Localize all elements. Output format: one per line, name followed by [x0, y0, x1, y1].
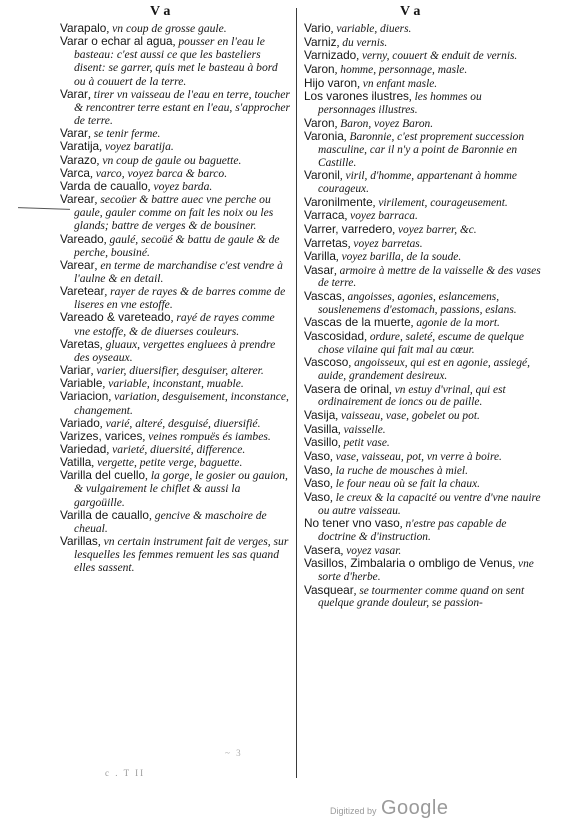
- left-running-head: V a: [150, 4, 171, 19]
- entry-definition: , secoüer & battre auec vne perche ou gaule, gauler comme on fait les noix ou les glands; battre de verges & de bousiner.: [74, 193, 274, 233]
- entry-definition: , vn coup de grosse gaule.: [106, 22, 227, 35]
- entry-definition: , variable, diuers.: [330, 23, 412, 35]
- entry-headword: Vatilla: [60, 455, 92, 470]
- entry-definition: , vn certain instrument fait de verges, sur lesquelles les femmes remuent les sas quand elles sassent.: [74, 535, 289, 575]
- right-column: [304, 22, 542, 610]
- entry-definition: , voyez barretas.: [347, 237, 423, 250]
- entry-definition: , virilement, courageusement.: [372, 196, 508, 209]
- entry-definition: , vase, vaisseau, pot, vn verre à boire.: [330, 451, 502, 463]
- digitized-watermark: [330, 797, 448, 820]
- entry-headword: Varear: [60, 257, 95, 272]
- entry-headword: Vasera: [304, 542, 341, 557]
- dictionary-entry: [304, 557, 542, 583]
- entry-definition: , la gorge, le gosier ou gauion, & vulgairement le chiflet & aussi la gargoüille.: [74, 469, 288, 509]
- entry-definition: , se tenir ferme.: [87, 127, 161, 141]
- entry-definition: , en terme de marchandise c'est vendre à l'aulne & en detail.: [74, 258, 283, 285]
- entry-headword: Varonil: [304, 168, 340, 183]
- entry-definition: , la ruche de mousches à miel.: [330, 464, 468, 477]
- dictionary-entry: [304, 209, 542, 223]
- dictionary-entry: [60, 35, 292, 88]
- entry-definition: , rayer de rayes & de barres comme de liseres en vne estoffe.: [74, 285, 286, 312]
- dictionary-entry: [60, 509, 292, 535]
- margin-note-2: ~ 3: [225, 748, 243, 758]
- entry-headword: Varizes, varices: [60, 428, 143, 443]
- entry-definition: , le four neau où se fait la chaux.: [330, 478, 480, 491]
- dictionary-entry: [60, 233, 292, 259]
- dictionary-entry: [304, 169, 542, 195]
- entry-headword: Vaso: [304, 462, 331, 477]
- dictionary-entry: [304, 264, 542, 290]
- entry-headword: Vasija: [304, 408, 336, 423]
- dictionary-entry: [60, 338, 292, 364]
- entry-headword: Vasillos, Zimbalaria o ombligo de Venus: [304, 556, 513, 571]
- entry-headword: Varca: [60, 165, 90, 180]
- margin-note: c . T II: [105, 768, 146, 778]
- entry-headword: Varazo: [60, 152, 97, 167]
- entry-headword: Varraca: [304, 208, 345, 223]
- entry-definition: , voyez vasar.: [340, 544, 402, 557]
- dictionary-entry: [304, 464, 542, 478]
- entry-headword: Hijo varon: [304, 75, 358, 90]
- entry-definition: , varco, voyez barca & barco.: [89, 166, 228, 180]
- entry-headword: Vasera de orinal: [304, 381, 390, 396]
- entry-definition: , angoisseux, qui est en agonie, assiegé, auide, grandement desireux.: [318, 357, 530, 383]
- entry-headword: Varapalo: [60, 21, 107, 35]
- entry-headword: Variable: [60, 376, 103, 391]
- entry-definition: , varieté, diuersité, difference.: [106, 443, 246, 456]
- entry-headword: Varniz: [304, 34, 337, 49]
- entry-definition: , vn estuy d'vrinal, qui est ordinairement de ioncs ou de paille.: [318, 383, 506, 409]
- entry-headword: Vareado: [60, 231, 104, 246]
- dictionary-entry: [304, 237, 542, 251]
- dictionary-entry: [304, 517, 542, 543]
- entry-headword: Varrer, varredero: [304, 221, 393, 236]
- left-column: [60, 22, 292, 575]
- entry-headword: Varar o echar al agua: [60, 34, 173, 49]
- dictionary-entry: [60, 535, 292, 574]
- entry-definition: , voyez baratija.: [99, 140, 174, 154]
- entry-definition: , n'estre pas capable de doctrine & d'instruction.: [318, 518, 507, 543]
- entry-headword: Varillas: [60, 534, 98, 549]
- dictionary-entry: [304, 383, 542, 409]
- dictionary-entry: [60, 390, 292, 416]
- entry-definition: , Baronnie, c'est proprement succession masculine, car il n'y a point de Baronnie en Castille.: [318, 131, 525, 169]
- entry-headword: Varon: [304, 115, 335, 130]
- entry-definition: , vaisseau, vase, gobelet ou pot.: [335, 410, 480, 423]
- dictionary-entry: [304, 356, 542, 382]
- dictionary-entry: [304, 63, 542, 77]
- entry-headword: Vascas de la muerte: [304, 315, 411, 330]
- dictionary-entry: [304, 290, 542, 316]
- entry-definition: , le creux & la capacité ou ventre d'vne nauire ou autre vaisseau.: [318, 491, 541, 517]
- dictionary-entry: [304, 130, 542, 169]
- dictionary-entry: [304, 330, 542, 356]
- entry-headword: Vaso: [304, 476, 331, 491]
- dictionary-entry: [304, 36, 542, 50]
- entry-definition: , armoire à mettre de la vaisselle & des vases de terre.: [318, 264, 541, 290]
- dictionary-entry: [304, 117, 542, 131]
- entry-definition: , agonie de la mort.: [410, 317, 500, 330]
- entry-definition: , homme, personnage, masle.: [334, 63, 468, 76]
- entry-headword: Vario: [304, 21, 331, 35]
- entry-definition: , veines rompuës és iambes.: [142, 429, 271, 443]
- entry-definition: , vne sorte d'herbe.: [318, 558, 534, 583]
- dictionary-entry: [60, 259, 292, 285]
- entry-definition: , ordure, saleté, escume de quelque chose vilaine qui fait mal au cœur.: [318, 331, 524, 356]
- entry-definition: , voyez barda.: [147, 179, 213, 193]
- entry-headword: Varilla del cuello: [60, 468, 146, 483]
- entry-definition: , viril, d'homme, appartenant à homme courageux.: [318, 170, 517, 195]
- entry-headword: Vaso: [304, 449, 331, 463]
- entry-definition: , pousser en l'eau le basteau: c'est aussi ce que les basteliers disent: se garrer, quis met le basteau à bord ou à couuert de la terre.: [74, 35, 278, 88]
- entry-headword: Variado: [60, 415, 100, 430]
- dictionary-entry: [60, 285, 292, 311]
- entry-headword: Vasilla: [304, 421, 338, 436]
- entry-headword: Varda de cauallo: [60, 178, 148, 193]
- entry-definition: , gluaux, vergettes engluees à prendre des oyseaux.: [74, 337, 276, 364]
- dictionary-entry: [304, 544, 542, 558]
- entry-headword: Varnizado: [304, 48, 357, 63]
- dictionary-entry: [304, 250, 542, 264]
- entry-headword: Variedad: [60, 442, 107, 456]
- entry-headword: Vasquear: [304, 582, 354, 597]
- dictionary-entry: [304, 223, 542, 237]
- dictionary-entry: [304, 49, 542, 63]
- right-running-head: V a: [400, 4, 421, 19]
- entry-headword: Varar: [60, 126, 88, 141]
- entry-definition: , variation, desguisement, inconstance, changement.: [74, 390, 289, 417]
- entry-definition: , se tourmenter comme quand on sent quelque grande douleur, se passion-: [318, 584, 525, 610]
- entry-definition: , angoisses, agonies, eslancemens, souslenemens d'estomach, passions, eslans.: [318, 291, 517, 316]
- entry-headword: Vascosidad: [304, 329, 365, 344]
- dictionary-entry: [304, 90, 542, 116]
- entry-definition: , verny, couuert & enduit de vernis.: [356, 50, 518, 63]
- entry-definition: , gaulé, secoüé & battu de gaule & de perche, bousiné.: [74, 232, 280, 259]
- column-divider: [296, 8, 297, 778]
- watermark-prefix: Digitized by: [330, 806, 377, 816]
- entry-headword: Vaso: [304, 489, 331, 504]
- dictionary-entry: [304, 77, 542, 91]
- dictionary-entry: [304, 491, 542, 517]
- entry-headword: Varilla: [304, 249, 336, 264]
- dictionary-entry: [60, 193, 292, 232]
- entry-headword: Vasillo: [304, 435, 338, 450]
- dictionary-entry: [304, 584, 542, 610]
- dictionary-entry: [60, 88, 292, 127]
- entry-definition: , voyez barilla, de la soude.: [335, 251, 462, 264]
- entry-headword: Varetear: [60, 284, 105, 299]
- dictionary-entry: [60, 311, 292, 337]
- entry-definition: , vn enfant masle.: [357, 77, 438, 90]
- google-logo: Google: [380, 797, 449, 819]
- entry-definition: , varier, diuersifier, desguiser, alterer.: [90, 364, 264, 378]
- entry-definition: , voyez barrer, &c.: [392, 223, 477, 236]
- entry-headword: Varatija: [60, 139, 100, 154]
- entry-definition: , vaisselle.: [337, 423, 386, 436]
- dictionary-entry: [304, 423, 542, 437]
- dictionary-entry: [304, 409, 542, 423]
- entry-headword: Varonia: [304, 129, 344, 144]
- entry-definition: , tirer vn vaisseau de l'eau en terre, toucher & rencontrer terre estant en l'eau, s'approcher de terre.: [74, 87, 291, 128]
- entry-definition: , voyez barraca.: [344, 210, 418, 223]
- entry-definition: , petit vase.: [337, 437, 390, 450]
- entry-definition: , gencive & maschoire de cheual.: [74, 508, 267, 535]
- dictionary-entry: [60, 154, 292, 167]
- dictionary-entry: [60, 469, 292, 508]
- entry-definition: , vn coup de gaule ou baguette.: [96, 153, 242, 167]
- entry-headword: Variar: [60, 363, 91, 378]
- entry-definition: , vergette, petite verge, baguette.: [91, 456, 243, 470]
- entry-headword: Varear: [60, 192, 95, 207]
- entry-definition: , Baron, voyez Baron.: [334, 117, 434, 130]
- entry-definition: , varié, alteré, desguisé, diuersifié.: [99, 416, 261, 430]
- dictionary-entry: [304, 316, 542, 330]
- entry-headword: Varilla de cauallo: [60, 507, 149, 522]
- entry-headword: Varetas: [60, 336, 100, 351]
- entry-headword: Vareado & vareteado: [60, 310, 171, 325]
- entry-definition: , du vernis.: [336, 36, 388, 49]
- entry-headword: Varon: [304, 61, 335, 76]
- dictionary-entry: [304, 436, 542, 450]
- entry-headword: Varar: [60, 86, 88, 101]
- entry-headword: Variacion: [60, 389, 109, 404]
- dictionary-entry: [304, 196, 542, 210]
- entry-definition: , rayé de rayes comme vne estoffe, & de diuerses couleurs.: [74, 311, 275, 338]
- entry-definition: , variable, inconstant, muable.: [102, 377, 244, 391]
- entry-headword: Vascoso: [304, 355, 349, 370]
- entry-headword: Varretas: [304, 235, 348, 250]
- entry-headword: Vascas: [304, 289, 342, 304]
- dictionary-entry: [60, 443, 292, 456]
- dictionary-entry: [304, 477, 542, 491]
- dictionary-entry: [304, 450, 542, 464]
- entry-headword: Los varones ilustres: [304, 89, 409, 104]
- entry-definition: , les hommes ou personnages illustres.: [318, 91, 482, 116]
- dictionary-entry: [304, 22, 542, 36]
- entry-headword: Varonilmente: [304, 194, 373, 209]
- entry-headword: No tener vno vaso: [304, 516, 400, 531]
- entry-headword: Vasar: [304, 262, 334, 277]
